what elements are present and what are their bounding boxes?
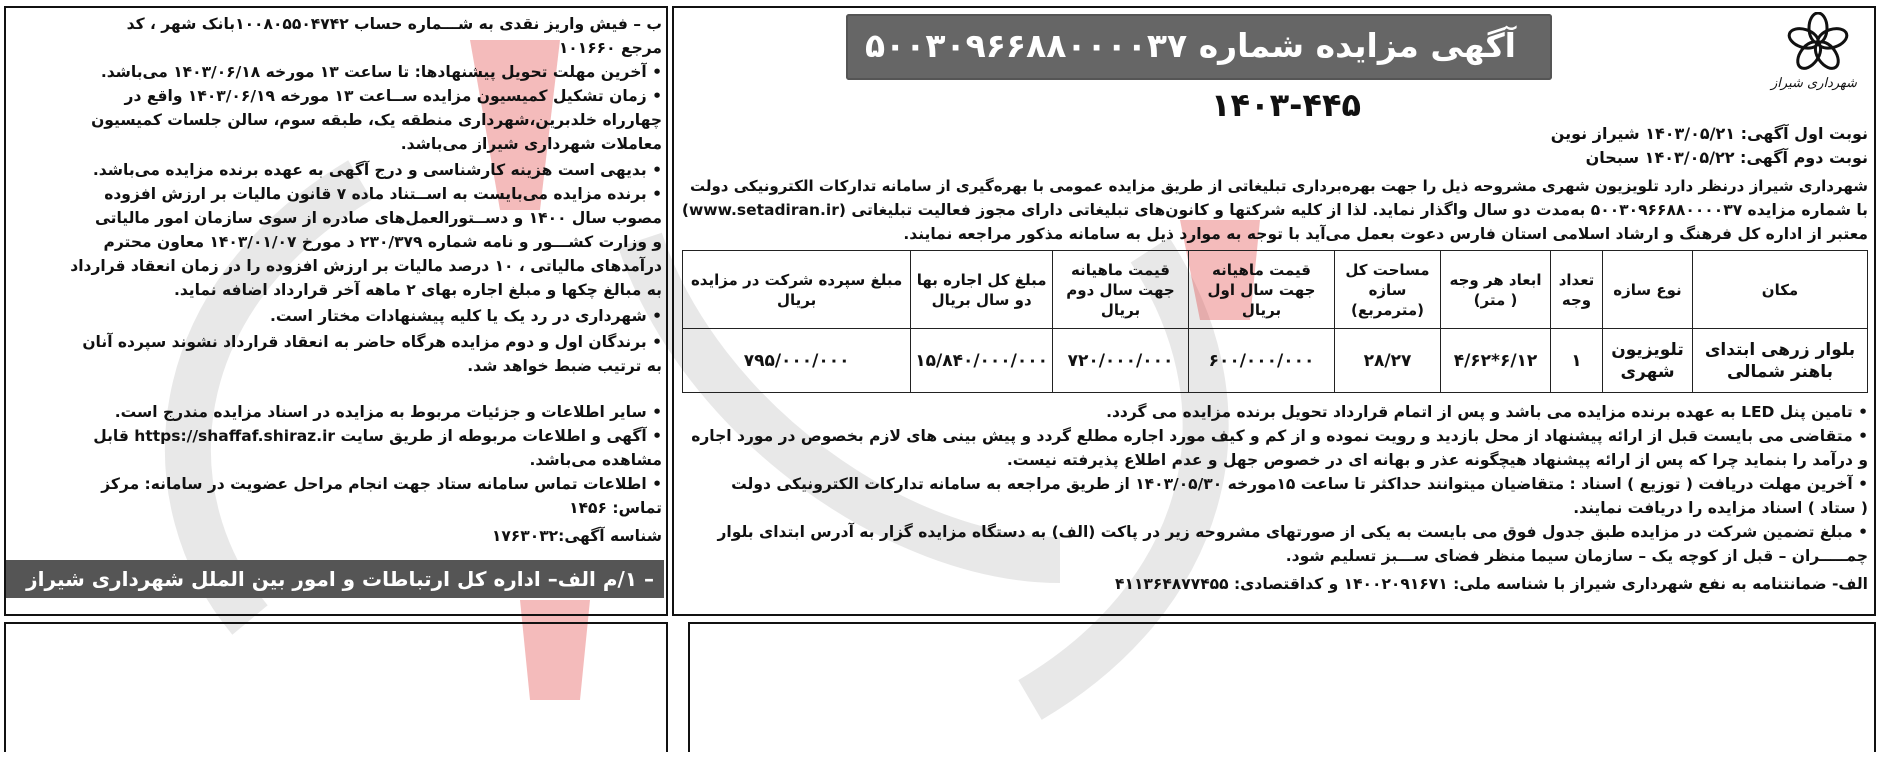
cell-deposit: ۷۹۵/۰۰۰/۰۰۰: [683, 329, 911, 393]
list-item: درآمدهای مالیاتی ، ۱۰ درصد مالیات بر ارزش افزوده را در زمان انعقاد قرارداد: [70, 257, 662, 275]
col-header-location: مکان: [1693, 251, 1868, 329]
ad-code: ۱۴۰۳-۴۴۵: [1211, 86, 1361, 124]
col-header-type: نوع سازه: [1603, 251, 1693, 329]
second-publication: نوبت دوم آگهی: ۱۴۰۳/۰۵/۲۲ سبحان: [1585, 148, 1868, 167]
list-item: • برندگان اول و دوم مزایده هرگاه حاضر به انعقاد قرارداد نشوند سپرده آنان: [82, 333, 662, 351]
payment-line: مرجع ۱۰۱۶۶۰: [558, 39, 662, 57]
list-item: • بدیهی است هزینه کارشناسی و درج آگهی به عهده برنده مزایده می‌باشد.: [92, 161, 662, 179]
list-item: تماس: ۱۴۵۶: [569, 499, 662, 517]
flower-logo-icon: [1778, 12, 1858, 74]
list-item: چهارراه خلدبرین،شهرداری منطقه یک، طبقه سوم، سالن جلسات کمیسیون: [91, 111, 662, 129]
col-header-second-year-price: قیمت ماهیانه جهت سال دوم بریال: [1053, 251, 1189, 329]
list-item: • شهرداری در رد یک یا کلیه پیشنهادات مختار است.: [270, 307, 662, 325]
bottom-left-box: [4, 622, 668, 752]
cell-type: تلویزیون شهری: [1603, 329, 1693, 393]
col-header-faces: تعداد وجه: [1551, 251, 1603, 329]
list-item: • آگهی و اطلاعات مربوطه از طریق سایت https://shaffaf.shiraz.ir قابل: [93, 427, 662, 445]
intro-line: (www.setadiran.ir) با شماره مزایده ۵۰۰۳۰۹۶۶۸۸۰۰۰۰۳۷ به‌مدت دو سال واگذار نماید. لذا از کلیه شرکتها و کانون‌های تبلیغاتی دارای مجوز فعالیت تبلیغاتی: [681, 201, 1868, 219]
list-item: معاملات شهرداری شیراز می‌باشد.: [400, 135, 662, 153]
list-item: • برنده مزایده می‌بایست به اســتناد ماده ۷ قانون مالیات بر ارزش افزوده: [104, 185, 662, 203]
title-banner: [846, 14, 1552, 80]
col-header-deposit: مبلغ سپرده شرکت در مزایده بریال: [683, 251, 911, 329]
intro-line: معتبر از اداره کل فرهنگ و ارشاد اسلامی استان فارس دعوت بعمل می‌آید با توجه به موارد ذیل به سامانه مذکور مراجعه نمایند.: [903, 225, 1868, 243]
payment-line: ب – فیش واریز نقدی به شـــماره حساب ۱۰۰۸۰۵۵۰۴۷۴۲بانک شهر ، کد: [126, 15, 662, 33]
list-item: • زمان تشکیل کمیسیون مزایده ســاعت ۱۳ مورخه ۱۴۰۳/۰۶/۱۹ واقع در: [124, 87, 662, 105]
first-publication: نوبت اول آگهی: ۱۴۰۳/۰۵/۲۱ شیراز نوین: [1550, 124, 1868, 143]
footer-banner: [6, 560, 664, 598]
table-row: [683, 329, 1868, 393]
col-header-dimensions: ابعاد هر وجه ( متر): [1441, 251, 1551, 329]
list-item: • تامین پنل LED به عهده برنده مزایده می باشد و پس از اتمام قرارداد تحویل برنده مزایده می گردد.: [1106, 403, 1868, 421]
list-item: و وزارت کشـــور و نامه شماره ۲۳۰/۳۷۹ د مورخ ۱۴۰۳/۰۱/۰۷ معاون محترم: [103, 233, 662, 251]
cell-area: ۲۸/۲۷: [1335, 329, 1441, 393]
auction-table: [682, 250, 1868, 393]
list-item: مصوب سال ۱۴۰۰ و دســتورالعمل‌های صادره از سوی سازمان امور مالیاتی: [94, 209, 662, 227]
municipality-logo: [1764, 12, 1874, 112]
cell-second-year-price: ۷۲۰/۰۰۰/۰۰۰: [1053, 329, 1189, 393]
cell-dimensions: ۶/۱۲*۴/۶۲: [1441, 329, 1551, 393]
list-item: • مبلغ تضمین شرکت در مزایده طبق جدول فوق می بایست به یکی از صورتهای مشروحه زیر در پاکت (الف) به دستگاه مزایده گزار به آدرس ابتدای بلوار: [717, 523, 1868, 541]
col-header-area: مساحت کل سازه (مترمربع): [1335, 251, 1441, 329]
cell-faces: ۱: [1551, 329, 1603, 393]
list-item: و درآمد را بنماید چرا که پس از ارائه پیشنهاد هیچگونه عذر و بهانه ای در خصوص جهل و عدم اطلاع پذیرفته نیست.: [1006, 451, 1868, 469]
col-header-first-year-price: قیمت ماهیانه جهت سال اول بریال: [1189, 251, 1335, 329]
list-item: به ترتیب ضبط خواهد شد.: [467, 357, 662, 375]
logo-caption: شهرداری شیراز: [1771, 76, 1857, 91]
list-item: مشاهده می‌باشد.: [529, 451, 662, 469]
page-title: آگهی مزایده شماره ۵۰۰۳۰۹۶۶۸۸۰۰۰۰۳۷: [864, 26, 1516, 65]
footer-signature: – ۱/م الف– اداره کل ارتباطات و امور بین الملل شهرداری شیراز: [26, 567, 654, 591]
list-item: به مبالغ چکها و مبلغ اجاره بهای ۲ ماهه آخر قرارداد اضافه نماید.: [173, 281, 662, 299]
table-header-row: [683, 251, 1868, 329]
list-item: • سایر اطلاعات و جزئیات مربوط به مزایده در اسناد مزایده مندرج است.: [114, 403, 662, 421]
list-item: الف- ضمانتنامه به نفع شهرداری شیراز با شناسه ملی: ۱۴۰۰۲۰۹۱۶۷۱ و کداقتصادی: ۴۱۱۳۶۴۸۷۷۴۵۵: [1115, 575, 1868, 593]
cell-total-rent: ۱۵/۸۴۰/۰۰۰/۰۰۰: [911, 329, 1053, 393]
list-item: چمـــــران – قبل از کوچه یک – سازمان سیما منظر فضای ســـبز تسلیم شود.: [1285, 547, 1868, 565]
list-item: • متقاضی می بایست قبل از ارائه پیشنهاد از محل بازدید و رویت نموده و از کم و کیف مورد اجاره مطلع گردد و پیش بینی های لازم بخصوص در مورد اجاره: [691, 427, 1868, 445]
list-item: • آخرین مهلت تحویل پیشنهادها: تا ساعت ۱۳ مورخه ۱۴۰۳/۰۶/۱۸ می‌باشد.: [100, 63, 662, 81]
ad-id: شناسه آگهی:۱۷۶۳۰۳۲: [491, 527, 662, 545]
cell-first-year-price: ۶۰۰/۰۰۰/۰۰۰: [1189, 329, 1335, 393]
intro-line: شهرداری شیراز درنظر دارد تلویزیون شهری مشروحه ذیل را جهت بهره‌برداری تبلیغاتی از طریق مزایده عمومی با بهره‌گیری از سامانه تدارکات الکترونیکی دولت: [689, 177, 1868, 195]
cell-location: بلوار زرهی ابتدای باهنر شمالی: [1693, 329, 1868, 393]
list-item: ( ستاد ) اسناد مزایده را دریافت نمایند.: [1573, 499, 1868, 517]
list-item: • آخرین مهلت دریافت ( توزیع ) اسناد : متقاضیان میتوانند حداکثر تا ساعت ۱۵مورخه ۱۴۰۳/۰۵/۳۰ از طریق مراجعه به سامانه تدارکات الکترونیکی دولت: [731, 475, 1868, 493]
bottom-right-box: [688, 622, 1876, 752]
col-header-total-rent: مبلغ کل اجاره بها دو سال بریال: [911, 251, 1053, 329]
list-item: • اطلاعات تماس سامانه ستاد جهت انجام مراحل عضویت در سامانه: مرکز: [101, 475, 662, 493]
